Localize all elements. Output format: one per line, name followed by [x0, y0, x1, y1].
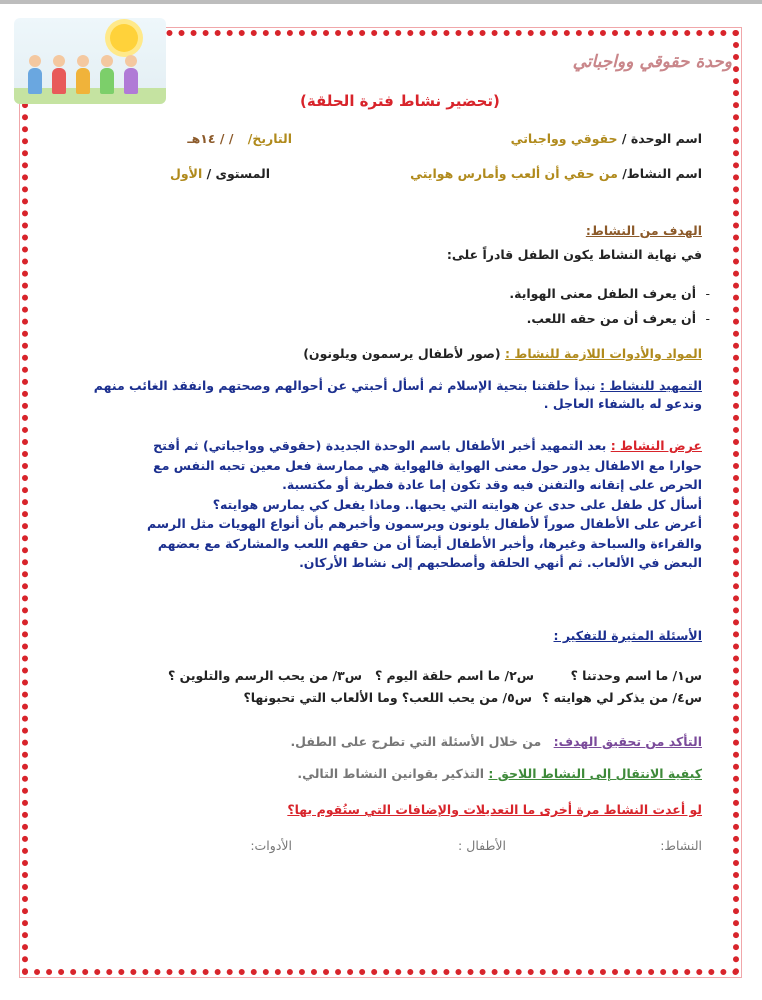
- level-row: [170, 166, 270, 181]
- presentation-paragraph: [62, 436, 702, 573]
- level-label: المستوى /: [206, 166, 270, 181]
- intro-paragraph: [62, 377, 702, 413]
- presentation-line: البعض في الألعاب. ثم أنهي الحلقة وأصطحبهم إلى نشاط الأركان.: [299, 555, 702, 570]
- activity-name-label: اسم النشاط/: [622, 166, 702, 181]
- footer-activity-label: النشاط:: [660, 838, 702, 853]
- presentation-line: أعرض على الأطفال صوراً لأطفال يلونون ويرسمون وأخبرهم بأن أنواع الهويات مثل الرسم: [146, 516, 702, 531]
- unit-header-title: وحدة حقوقي وواجباتي: [572, 52, 732, 72]
- presentation-line: حوارا مع الاطفال يدور حول معنى الهواية فالهواية هي ممارسة فعل معين تحبه النفس مع: [153, 457, 702, 473]
- goal-intro: في نهاية النشاط يكون الطفل قادراً على:: [446, 247, 702, 262]
- materials-label: المواد والأدوات اللازمة للنشاط :: [505, 346, 702, 361]
- goal-item: أن يعرف الطفل معنى الهواية.: [509, 286, 696, 301]
- child-figure-icon: [52, 68, 66, 94]
- child-figure-icon: [28, 68, 42, 94]
- sun-icon: [110, 24, 138, 52]
- verify-label: التأكد من تحقيق الهدف:: [553, 734, 702, 749]
- question-3: س٣/ من يحب الرسم والتلوين ؟: [168, 668, 362, 683]
- question-5: س٥/ من يحب اللعب؟ وما الألعاب التي تحبونها؟: [243, 690, 532, 705]
- date-row: [187, 131, 292, 146]
- child-figure-icon: [124, 68, 138, 94]
- presentation-line: الحرص على إتقانه والتفنن فيه وقد تكون إما عادة فطرية أو مكتسبة.: [282, 477, 702, 492]
- top-edge-bar: [0, 0, 762, 4]
- materials-row: [303, 346, 702, 361]
- footer-children-label: الأطفال :: [458, 838, 506, 853]
- question-4: س٤/ من يذكر لي هوايته ؟: [542, 690, 702, 705]
- presentation-line: بعد التمهيد أخبر الأطفال باسم الوحدة الجديدة (حقوقي وواجباتي) ثم أفتح: [153, 438, 607, 453]
- date-label: التاريخ/: [247, 131, 292, 146]
- materials-value: (صور لأطفال يرسمون ويلونون): [303, 346, 501, 361]
- activity-name-row: [410, 166, 702, 181]
- verify-row: [290, 734, 702, 749]
- child-figure-icon: [76, 68, 90, 94]
- date-value: / / ١٤هـ: [187, 131, 234, 146]
- level-value: الأول: [170, 166, 203, 181]
- transition-value: التذكير بقوانين النشاط التالي.: [297, 766, 485, 781]
- footer-tools-label: الأدوات:: [250, 838, 292, 853]
- verify-value: من خلال الأسئلة التي تطرح على الطفل.: [290, 734, 542, 749]
- activity-name-value: من حقي أن ألعب وأمارس هوايتي: [410, 166, 618, 181]
- unit-name-label: اسم الوحدة /: [621, 131, 702, 146]
- kids-sun-clipart: [14, 18, 166, 104]
- child-figure-icon: [100, 68, 114, 94]
- question-2: س٢/ ما اسم حلقة اليوم ؟: [374, 668, 534, 683]
- question-1: س١/ ما اسم وحدتنا ؟: [570, 668, 702, 683]
- goal-item: أن يعرف أن من حقه اللعب.: [526, 311, 696, 326]
- intro-line: وندعو له بالشفاء العاجل .: [543, 396, 702, 411]
- goal-heading: الهدف من النشاط:: [585, 223, 702, 238]
- intro-line: نبدأ حلقتنا بتحية الإسلام ثم أسأل أحبتي عن أحوالهم وصحتهم وانفقد الغائب منهم: [93, 378, 596, 393]
- presentation-label: عرض النشاط :: [610, 438, 702, 453]
- activity-prep-title: (تحضير نشاط فترة الحلقة): [300, 92, 500, 110]
- unit-name-row: [511, 131, 702, 146]
- transition-label: كيفية الانتقال إلى النشاط اللاحق :: [488, 766, 702, 781]
- redo-question: لو أعدت النشاط مرة أخرى ما التعديلات والإضافات التي ستُقوم بها؟: [287, 802, 702, 817]
- transition-row: [297, 766, 702, 781]
- intro-label: التمهيد للنشاط :: [599, 378, 702, 393]
- unit-name-value: حقوقي وواجباتي: [510, 131, 618, 146]
- presentation-line: والقراءة والسباحة وغيرها، وأخبر الأطفال أيضاً أن من حقهم اللعب والمشاركة مع بعضهم: [157, 535, 702, 551]
- presentation-line: أسأل كل طفل على حدى عن هوايته التي يحبها.. وماذا يفعل كي يمارس هوايته؟: [212, 496, 702, 512]
- questions-heading: الأسئلة المثيرة للتفكير :: [553, 628, 702, 643]
